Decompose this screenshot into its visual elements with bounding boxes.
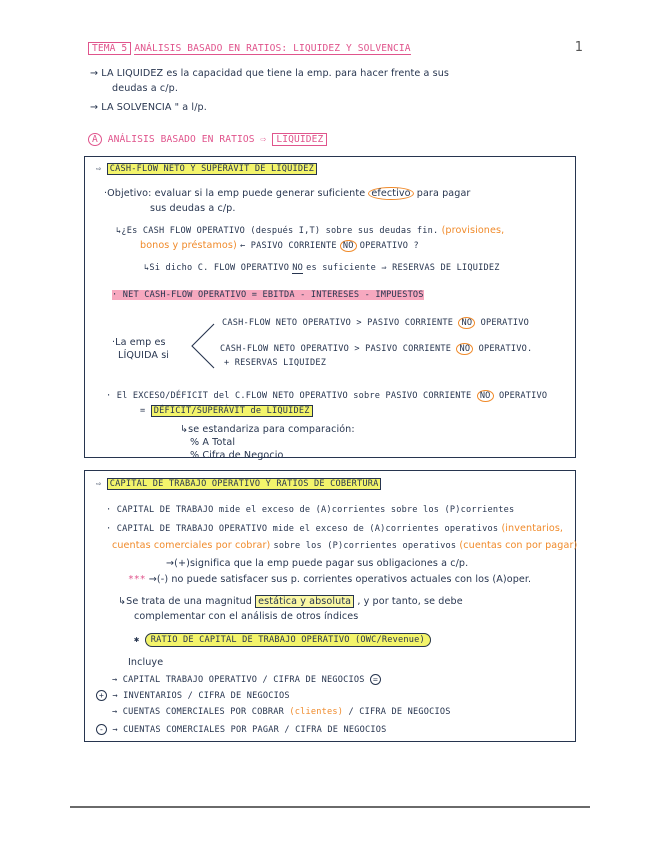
header [88,42,411,55]
capital-section-title-row [96,479,381,489]
equals-sign-icon: = [370,674,381,685]
section-a-title: ANÁLISIS BASADO EN RATIOS ⇨ [107,134,267,145]
incluye-item-1: → CAPITAL TRABAJO OPERATIVO / CIFRA DE NEGOCIOS = [112,675,381,685]
estandariza-item-1: % A Total [190,437,236,448]
magnitud-line-2: complementar con el análisis de otros índices [134,611,359,622]
brace-icon [186,322,216,372]
condition-2: CASH-FLOW NETO OPERATIVO > PASIVO CORRIENTE NO OPERATIVO. [220,344,533,354]
efectivo-boxed: efectivo [368,187,413,200]
bonos-note: bonos y préstamos) [140,240,237,251]
ratio-ctwo-boxed: RATIO DE CAPITAL DE TRABAJO OPERATIVO (OWC/Revenue) [145,633,431,647]
capital-trabajo-line: · CAPITAL DE TRABAJO mide el exceso de (A)corrientes sobre los (P)corrientes [106,505,515,515]
arrow-icon: ⇨ [96,479,102,489]
cto-line-2: cuentas comerciales por cobrar) sobre los (P)corrientes operativos (cuentas con por pagar) [112,540,578,551]
cuentas-pagar-note: (cuentas con por pagar) [459,540,578,551]
page-title: ANÁLISIS BASADO EN RATIOS: LIQUIDEZ Y SOLVENCIA [134,43,411,54]
objetivo-line-1: ·Objetivo: evaluar si la emp puede generar suficiente efectivo para pagar [104,188,471,199]
incluye-item-2: + → INVENTARIOS / CIFRA DE NEGOCIOS [96,691,290,701]
estandariza-item-2: % Cifra de Negocio [190,450,284,461]
cashflow-section-title: CASH-FLOW NETO Y SUPERÁVIT DE LIQUIDEZ [107,163,317,175]
section-a-boxed-liquidez: LIQUIDEZ [272,133,327,146]
liquidez-definition-cont: deudas a c/p. [112,83,178,94]
question-line-1: ↳¿Es CASH FLOW OPERATIVO (después I,T) sobre sus deudas fin. (provisiones, [116,225,505,236]
ratio-ctwo [134,635,431,645]
minus-sign-icon: - [96,724,107,735]
cto-line-1: · CAPITAL DE TRABAJO OPERATIVO mide el exceso de (A)corrientes operativos (inventarios, [106,523,564,534]
cuentas-cobrar-note: cuentas comerciales por cobrar) [112,540,271,551]
solvencia-definition: → LA SOLVENCIA " a l/p. [90,102,207,113]
net-cashflow-formula: · NET CASH-FLOW OPERATIVO = EBITDA - INTERESES - IMPUESTOS [112,290,424,300]
plus-sign-icon: + [96,690,107,701]
magnitud-line-1: ↳Se trata de una magnitud estática y absoluta , y por tanto, se debe [118,596,463,607]
liquidez-definition: → LA LIQUIDEZ es la capacidad que tiene la emp. para hacer frente a sus [90,68,450,79]
star-icon: ✱ [134,635,140,645]
condition-2-reservas: + RESERVAS LIQUIDEZ [224,358,327,368]
liquida-label-2: LÍQUIDA si [118,350,170,361]
incluye-label: Incluye [128,657,164,668]
exceso-result: = DÉFICIT/SUPERÁVIT de LIQUIDEZ [140,406,313,416]
tema-label: TEMA 5 [88,42,131,55]
stars-mark: *** [128,574,146,585]
arrow-icon: ⇨ [96,164,102,174]
provisiones-note: (provisiones, [441,225,505,236]
page-number: 1 [574,40,583,55]
incluye-item-3: → CUENTAS COMERCIALES POR COBRAR (clientes) / CIFRA DE NEGOCIOS [112,707,451,717]
exceso-line: · El EXCESO/DÉFICIT del C.FLOW NETO OPERATIVO sobre PASIVO CORRIENTE NO OPERATIVO [106,391,548,401]
capital-section-title: CAPITAL DE TRABAJO OPERATIVO Y RATIOS DE COBERTURA [107,478,382,490]
incluye-item-4: - → CUENTAS COMERCIALES POR PAGAR / CIFRA DE NEGOCIOS [96,725,386,735]
deficit-superavit-boxed: DÉFICIT/SUPERÁVIT de LIQUIDEZ [151,405,313,417]
objetivo-line-2: sus deudas a c/p. [150,203,236,214]
cashflow-section-title-row [96,164,317,174]
section-a-marker: A [88,133,102,146]
minus-meaning-line: *** →(-) no puede satisfacer sus p. corrientes operativos actuales con los (A)oper. [128,574,532,585]
si-line: ↳Si dicho C. FLOW OPERATIVO NO es suficiente ⇒ RESERVAS DE LIQUIDEZ [144,263,500,273]
question-line-2: bonos y préstamos) ← PASIVO CORRIENTE NO OPERATIVO ? [140,240,419,251]
estandariza-line: ↳se estandariza para comparación: [180,424,355,435]
liquida-label-1: ·La emp es [112,337,166,348]
inventarios-note: (inventarios, [501,523,564,534]
estatica-absoluta-boxed: estática y absoluta [255,595,354,608]
page-bottom-edge [70,806,590,808]
condition-1: CASH-FLOW NETO OPERATIVO > PASIVO CORRIENTE NO OPERATIVO [222,318,529,328]
section-a-heading [88,134,327,145]
plus-meaning-line: →(+)significa que la emp puede pagar sus obligaciones a c/p. [166,558,469,569]
